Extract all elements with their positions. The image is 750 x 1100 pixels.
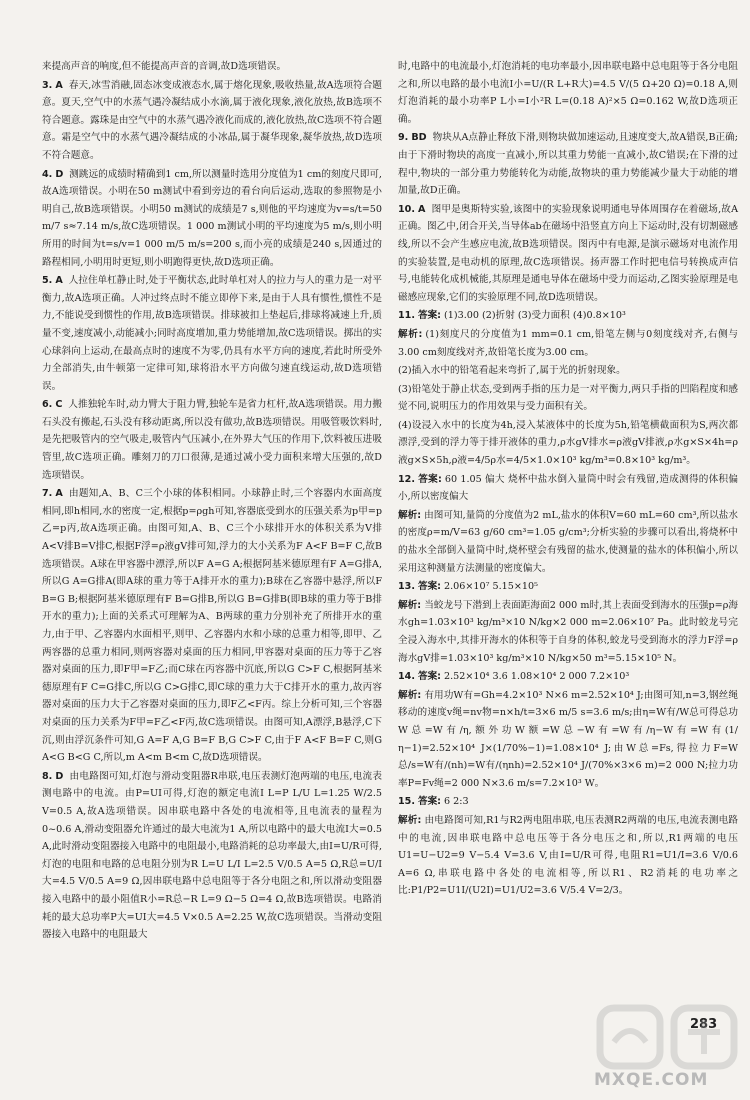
answer-text: 人拉住单杠静止时,处于平衡状态,此时单杠对人的拉力与人的重力是一对平衡力,故A选项正确。人冲过终点时不能立即停下来,是由于人具有惯性,惯性不是力,不能说受到惯性的作用,故B选项错误。排球被扣上垫起后,排球将减速上升,质量不变,速度减小,动能减小;同时高度增加,重力势能增加,故C选项错误。掷出的实心球斜向上运动,在最高点时的速度不为零,仍具有水平方向的速度,若此时所受外力全部消失,由牛顿第一定律可知,球将沿水平方向做匀速直线运动,故D选项错误。 — [42, 275, 382, 392]
question-number: 9. — [398, 132, 409, 144]
answer-text: 60 1.05 偏大 烧杯中盐水倒入量筒中时会有残留,造成测得的体积偏小,所以密度偏大 — [398, 473, 738, 503]
answer-label: D — [55, 168, 64, 180]
answer-text: (4)设浸入水中的长度为4h,浸入某液体中的长度为5h,铅笔横截面积为S,两次都漂浮,受到的浮力等于排开液体的重力,ρ水gV排水=ρ液gV排液,ρ水g×S×4h=ρ液g×S×5h,ρ液=4/5ρ水=4/5×1.0×10³ kg/m³=0.8×10³ kg/m³。 — [398, 419, 738, 467]
answer-text: 6 2:3 — [444, 796, 469, 808]
answer-label: 答案: — [418, 310, 442, 322]
question-number: 13. — [398, 581, 415, 593]
question-number: 8. — [42, 770, 53, 782]
answer-label: A — [418, 203, 426, 215]
left-column — [42, 58, 382, 944]
question-number: 12. — [398, 473, 415, 485]
answer-text: (1)3.00 (2)折射 (3)受力面积 (4)0.8×10³ — [444, 310, 626, 322]
answer-text: 2.06×10⁷ 5.15×10⁵ — [444, 581, 538, 593]
answer-item — [398, 58, 738, 128]
question-number: 5. — [42, 275, 53, 287]
answer-text: (1)刻度尺的分度值为1 mm=0.1 cm,铅笔左侧与0刻度线对齐,右侧与3.00 cm刻度线对齐,故铅笔长度为3.00 cm。 — [398, 328, 738, 358]
answer-item — [42, 396, 382, 484]
answer-item — [42, 77, 382, 165]
answer-text: 物块从A点静止释放下滑,则物块做加速运动,且速度变大,故A错误,B正确;由于下滑时物块的高度一直减小,所以其重力势能一直减小,故C错误;在下滑的过程中,物块的一部分重力势能转化为动能,故物块的重力势能减少量大于动能的增加量,故D正确。 — [398, 132, 738, 197]
answer-text: 由电路图可知,灯泡与滑动变阻器R串联,电压表测灯泡两端的电压,电流表测电路中的电流。由P=UI可得,灯泡的额定电流I L=P L/U L=1.25 W/2.5 V=0.5 A,故A选项错误。因串联电路中各处的电流相等,且电流表的量程为0~0.6 A,滑动变阻器允许通过的最大电流为1 A,所以电路中的最大电流I大=0.5 A,此时滑动变阻器接入电路中的电阻最小,电路消耗的总功率最大,由I=U/R可得,灯泡的电阻和电路的总电阻分别为R L=U L/I L=2.5 V/0.5 A=5 Ω,R总=U/I大=4.5 V/0.5 A=9 Ω,因串联电路中总电阻等于各分电阻之和,所以滑动变阻器接入电路中的最小阻值R小=R总−R L=9 Ω−5 Ω=4 Ω,故B选项错误。电路消耗的最大总功率P大=UI大=4.5 V×0.5 A=2.25 W,故C选项错误。当滑动变阻器接入电路中的电阻最大 — [42, 770, 382, 941]
answer-item — [42, 58, 382, 76]
answer-text: 时,电路中的电流最小,灯泡消耗的电功率最小,因串联电路中总电阻等于各分电阻之和,所以电路的最小电流I小=U/(R L+R大)=4.5 V/(5 Ω+20 Ω)=0.18 A,则灯泡消耗的最小功率P L小=I小²R L=(0.18 A)²×5 Ω=0.162 W,故D选项正确。 — [398, 61, 738, 125]
answer-text: 春天,冰雪消融,固态冰变成液态水,属于熔化现象,吸收热量,故A选项符合题意。夏天,空气中的水蒸气遇冷凝结成小水滴,属于液化现象,液化放热,故B选项不符合题意。露珠是由空气中的水蒸气遇冷液化而成的,液化放热,故C选项不符合题意。霜是空气中的水蒸气遇冷凝结成的小冰晶,属于凝华现象,凝华放热,故D选项不符合题意。 — [42, 79, 382, 161]
answer-item — [398, 471, 738, 506]
answer-item — [398, 687, 738, 793]
answer-label: 解析: — [398, 509, 422, 521]
question-number: 15. — [398, 796, 415, 808]
answer-label: 解析: — [398, 328, 423, 340]
answer-label: 答案: — [418, 473, 442, 485]
answer-item — [398, 578, 738, 596]
answer-label: A — [55, 275, 63, 287]
answer-item — [42, 166, 382, 272]
answer-item — [398, 129, 738, 199]
question-number: 3. — [42, 79, 53, 91]
answer-label: C — [55, 399, 63, 411]
answer-label: 答案: — [418, 671, 442, 683]
question-number: 11. — [398, 310, 415, 322]
answer-text: 由图可知,量筒的分度值为2 mL,盐水的体积V=60 mL=60 cm³,所以盐水的密度ρ=m/V=63 g/60 cm³=1.05 g/cm³;分析实验的步骤可以看出,将烧杯中的盐水全部倒入量筒中时,烧杯壁会有残留的盐水,使测量的盐水的体积偏小,所以采用这种测量方法测量的密度偏大。 — [398, 509, 739, 574]
right-column — [398, 58, 738, 900]
answer-label: BD — [411, 132, 427, 144]
answer-text: 由题知,A、B、C三个小球的体积相同。小球静止时,三个容器内水面高度相同,即h相同,水的密度一定,根据p=ρgh可知,容器底受到水的压强关系为p甲=p乙=p丙,故A选项正确。由图可知,A、B、C三个小球排开水的体积关系为V排A<V排B=V排C,根据F浮=ρ液gV排可知,浮力的大小关系为F A<F B=F C,故B选项错误。A球在甲容器中漂浮,所以F A=G A;根据阿基米德原理有F A=G排A,所以G A=G排A(即A球的重力等于A排开水的重力);B球在乙容器中悬浮,所以F B=G B;根据阿基米德原理有F B=G排B,所以G B=G排B(即B球的重力等于B排开水的重力);上面的关系式可理解为A、B两球的重力分别补充了所排开水的重力,由于甲、乙容器内水面相平,则甲、乙容器内水和小球的总重力相等,即甲、乙两容器的总重力相同,则两容器对桌面的压力相同,甲容器对桌面的压力等于乙容器对桌面的压力,即F甲=F乙;而C球在丙容器中沉底,所以G C>F C,根据阿基米德原理有F C=G排C,所以G C>G排C,即C球的重力大于C排开水的重力,故丙容器对桌面的压力大于乙容器对桌面的压力,即F乙<F丙。综上分析可知,三个容器对桌面的压力关系为F甲=F乙<F丙,故C选项错误。由图可知,A漂浮,B悬浮,C下沉,则由浮沉条件可知,G A=F A,G B=F B,G C>F C,由于F A<F B=F C,则G A<G B<G C,所以,m A<m B<m C,故D选项错误。 — [42, 488, 382, 764]
answer-item — [398, 793, 738, 811]
watermark-url: MXQE.COM — [594, 1070, 709, 1090]
question-number: 6. — [42, 399, 53, 411]
answer-text: 2.52×10⁴ 3.6 1.08×10⁴ 2 000 7.2×10³ — [444, 671, 630, 683]
answer-item — [398, 507, 738, 577]
question-number: 4. — [42, 168, 53, 180]
question-number: 14. — [398, 671, 415, 683]
answer-item — [42, 272, 382, 395]
answer-label: A — [55, 488, 63, 500]
answer-item — [398, 668, 738, 686]
answer-label: A — [55, 79, 63, 91]
answer-text: 由电路图可知,R1与R2两电阻串联,电压表测R2两端的电压,电流表测电路中的电流,因串联电路中总电压等于各分电压之和,所以,R1两端的电压U1=U−U2=9 V−5.4 V=3.6 V,由I=U/R可得,电阻R1=U1/I=3.6 V/0.6 A=6 Ω,串联电路中各处的电流相等,所以R1、R2消耗的电功率之比:P1/P2=U1I/(U2I)=U1/U2=3.6 V/5.4 V=2/3。 — [398, 814, 738, 897]
answer-label: 答案: — [418, 796, 442, 808]
answer-text: 测跳远的成绩时精确到1 cm,所以测量时选用分度值为1 cm的刻度尺即可,故A选项错误。小明在50 m测试中看到旁边的看台向后运动,选取的参照物是小明自己,故B选项错误。小明50 m测试的成绩是7 s,则他的平均速度为v=s/t=50 m/7 s≈7.14 m/s,故C选项错误。1 000 m测试小明的平均速度为5 m/s,则小明所用的时间为t=s/v=1 000 m/5 m/s=200 s,而小亮的成绩是240 s,因通过的路程相同,小明用时更短,则小明跑得更快,故D选项正确。 — [42, 168, 382, 268]
answer-item — [398, 812, 738, 900]
answer-item — [42, 485, 382, 767]
answer-item — [398, 326, 738, 361]
answer-text: 有用功W有=Gh=4.2×10³ N×6 m=2.52×10⁴ J;由图可知,n=3,钢丝绳移动的速度v绳=nv物=n×h/t=3×6 m/5 s=3.6 m/s;由η=W有/W总可得总功W总=W有/η,额外功W额=W总−W有=W有/η−W有=W有(1/η−1)=2.52×10⁴ J×(1/70%−1)=1.08×10⁴ J;由W总=Fs,得拉力F=W总/s=W有/(nh)=W有/(ηnh)=2.52×10⁴ J/(70%×3×6 m)=2 000 N;拉力功率P=Fv绳=2 000 N×3.6 m/s=7.2×10³ W。 — [398, 689, 738, 789]
question-number: 7. — [42, 488, 53, 500]
answer-item — [398, 597, 738, 667]
answer-text: 图甲是奥斯特实验,该图中的实验现象说明通电导体周围存在着磁场,故A正确。图乙中,闭合开关,当导体ab在磁场中沿竖直方向上下运动时,没有切割磁感线,所以不会产生感应电流,故B选项错误。图丙中有电源,是演示磁场对电流作用的实验装置,是电动机的原理,故C选项错误。扬声器工作时把电信号转换成声信号,电能转化成机械能,其原理是通电导体在磁场中受力而运动,乙图实验原理是电磁感应现象,它们的实验原理不同,故D选项错误。 — [398, 203, 738, 303]
answer-label: 解析: — [398, 599, 422, 611]
answer-label: 答案: — [418, 581, 442, 593]
answer-item — [42, 768, 382, 944]
answer-label: 解析: — [398, 689, 422, 701]
answer-item — [398, 381, 738, 416]
answer-text: 人推独轮车时,动力臂大于阻力臂,独轮车是省力杠杆,故A选项错误。用力搬石头没有搬起,石头没有移动距离,所以没有做功,故B选项错误。用吸管吸饮料时,是先把吸管内的空气吸走,吸管内气压减小,在外界大气压的作用下,饮料被压进吸管里,故C选项正确。雕刻刀的刀口很薄,是通过减小受力面积来增大压强的,故D选项错误。 — [42, 399, 382, 481]
question-number: 10. — [398, 203, 415, 215]
answer-label: 解析: — [398, 814, 422, 826]
answer-text: (3)铅笔处于静止状态,受到两手指的压力是一对平衡力,两只手指的凹陷程度和感觉不同,说明压力的作用效果与受力面积有关。 — [398, 383, 738, 413]
answer-item — [398, 307, 738, 325]
answer-item — [398, 417, 738, 470]
page-number: 283 — [690, 1017, 718, 1032]
answer-item — [398, 362, 738, 380]
answer-text: 当蛟龙号下潜到上表面距海面2 000 m时,其上表面受到海水的压强p=ρ海水gh=1.03×10³ kg/m³×10 N/kg×2 000 m=2.06×10⁷ Pa。此时蛟龙号完全浸入海水中,其排开海水的体积等于自身的体积,蛟龙号受到海水的浮力F浮=ρ海水gV排=1.03×10³ kg/m³×10 N/kg×50 m³=5.15×10⁵ N。 — [398, 599, 738, 664]
answer-item — [398, 201, 738, 307]
answer-label: D — [55, 770, 64, 782]
answer-text: (2)插入水中的铅笔看起来弯折了,属于光的折射现象。 — [398, 365, 626, 377]
answer-text: 来提高声音的响度,但不能提高声音的音调,故D选项错误。 — [42, 61, 287, 72]
